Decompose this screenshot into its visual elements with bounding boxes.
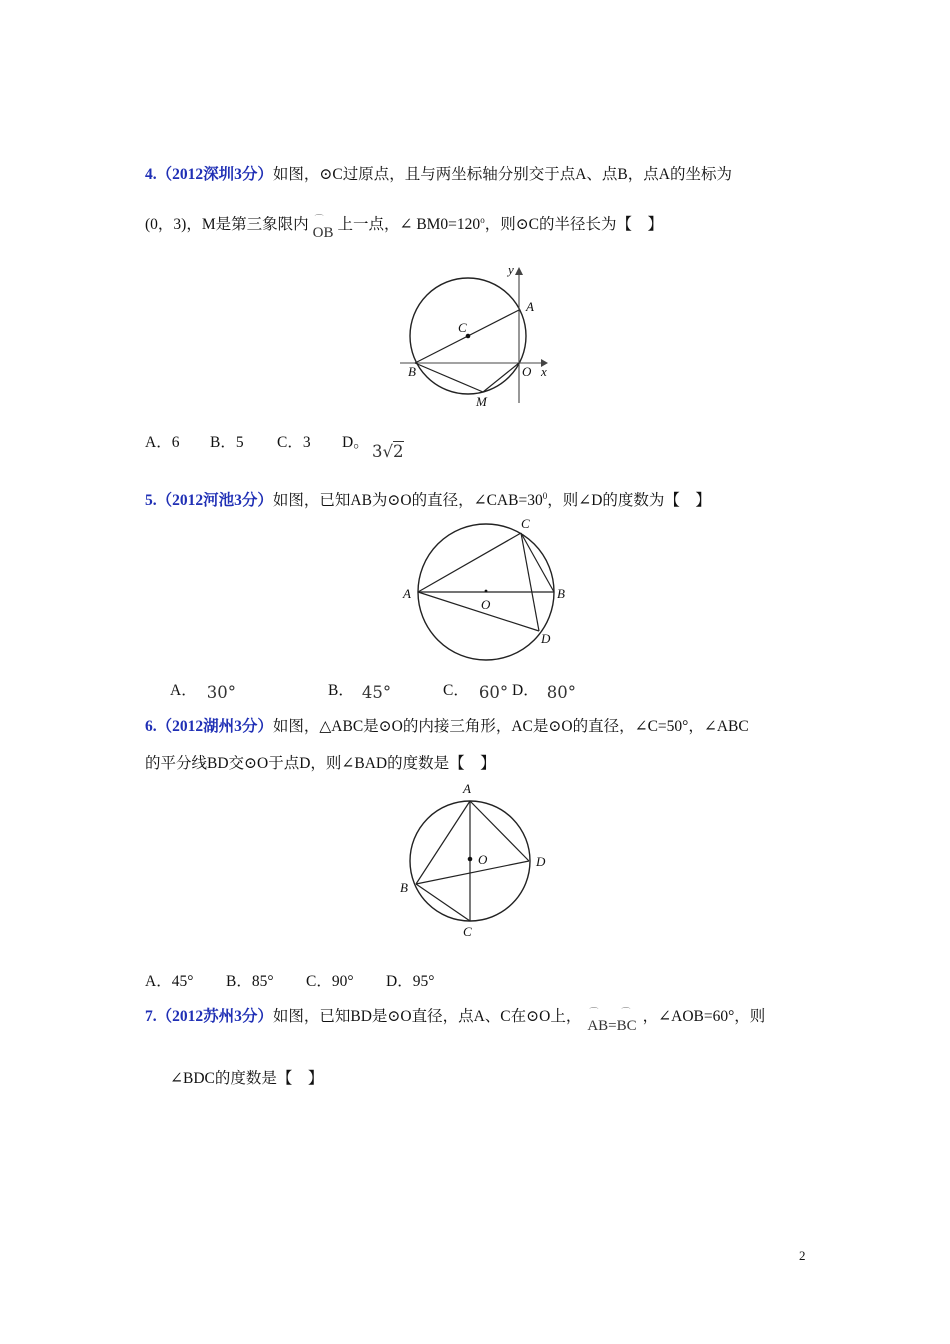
q4-text-line2a: (0，3)，M是第三象限内 bbox=[145, 216, 309, 233]
q4-figure bbox=[395, 258, 560, 413]
q5-option-d: D． 80° bbox=[512, 682, 576, 702]
q4-label-o: O bbox=[522, 364, 532, 379]
q5-source: 5.（2012河池3分） bbox=[145, 492, 273, 509]
q7-source: 7.（2012苏州3分） bbox=[145, 1008, 273, 1025]
arc-icon: ⌒ bbox=[314, 214, 324, 224]
q5-label-o: O bbox=[481, 597, 491, 612]
q6-center-dot bbox=[468, 857, 473, 862]
q4-label-b: B bbox=[408, 364, 416, 379]
q5-figure bbox=[400, 512, 565, 662]
q5-label-a: A bbox=[403, 586, 411, 601]
q5-option-a: A． 30° bbox=[170, 682, 236, 702]
q7-line2: ∠BDC的度数是【 】 bbox=[170, 1070, 324, 1087]
q6-label-c: C bbox=[463, 924, 472, 939]
q4-option-b: B．5 bbox=[210, 434, 244, 451]
q5-segment-cd bbox=[521, 533, 539, 631]
q4-segment-bm bbox=[415, 363, 483, 392]
q5-option-c: C． 60° bbox=[443, 682, 509, 702]
q4-option-a: A．6 bbox=[145, 434, 180, 451]
q4-label-x: x bbox=[541, 364, 547, 379]
q5-option-b: B． 45° bbox=[328, 682, 392, 702]
q6-segment-bc bbox=[416, 884, 470, 921]
q4-y-arrow-icon bbox=[515, 267, 523, 275]
q5-label-b: B bbox=[557, 586, 565, 601]
page-number: 2 bbox=[799, 1248, 806, 1263]
q4-text-line2c: ，则⊙C的半径长为【 】 bbox=[484, 216, 664, 233]
q5-text-b: ，则∠D的度数为【 】 bbox=[547, 492, 711, 509]
q6-option-b: B．85° bbox=[226, 973, 274, 990]
q6-line2: 的平分线BD交⊙O于点D，则∠BAD的度数是【 】 bbox=[145, 755, 496, 772]
q6-text-line1: 如图，△ABC是⊙O的内接三角形，AC是⊙O的直径，∠C=50°，∠ABC bbox=[272, 718, 749, 735]
q4-option-c: C．3 bbox=[277, 434, 311, 451]
q6-source: 6.（2012湖州3分） bbox=[145, 718, 273, 735]
q5-line bbox=[145, 488, 711, 510]
q6-label-d: D bbox=[536, 854, 546, 869]
q7-line1 bbox=[145, 1004, 766, 1034]
q7-text-b: ，∠AOB=60°，则 bbox=[642, 1008, 766, 1025]
sqrt-icon: √ bbox=[382, 442, 394, 461]
q6-label-b: B bbox=[400, 880, 408, 895]
q5-segment-ad bbox=[418, 592, 539, 631]
q4-degree: o bbox=[480, 214, 485, 225]
q6-segment-ab bbox=[416, 801, 470, 884]
q6-option-d: D．95° bbox=[386, 973, 435, 990]
q4-text-line2b: 上一点，∠ BM0=120 bbox=[337, 216, 481, 233]
q6-option-c: C．90° bbox=[306, 973, 354, 990]
q4-label-m: M bbox=[476, 394, 487, 409]
q5-center-dot bbox=[485, 590, 488, 593]
q7-text-a: 如图，已知BD是⊙O直径，点A、C在⊙O上， bbox=[272, 1008, 582, 1025]
q4-label-c: C bbox=[458, 320, 467, 335]
q4-text-line1: 如图，⊙C过原点，且与两坐标轴分别交于点A、点B，点A的坐标为 bbox=[272, 166, 732, 183]
q5-text-a: 如图，已知AB为⊙O的直径，∠CAB=30 bbox=[272, 492, 543, 509]
arc-icon: ⌒ bbox=[621, 1007, 631, 1017]
q5-label-c: C bbox=[521, 516, 530, 531]
q4-label-y: y bbox=[508, 262, 514, 277]
q6-label-a: A bbox=[463, 781, 471, 796]
q4-arc-ob: ⌒ OB bbox=[312, 214, 334, 241]
q4-source: 4.（2012深圳3分） bbox=[145, 166, 273, 183]
q4-line2 bbox=[145, 212, 664, 241]
q4-option-d: D。 bbox=[342, 434, 369, 451]
q6-line1 bbox=[145, 714, 749, 736]
q5-label-d: D bbox=[541, 631, 551, 646]
q4-option-d-value: 3√2 bbox=[372, 442, 404, 461]
arc-icon: ⌒ bbox=[589, 1007, 599, 1017]
q5-segment-ac bbox=[418, 533, 521, 592]
q4-label-a: A bbox=[526, 299, 534, 314]
q7-arc-equation: ⌒ ⌒ AB=BC bbox=[587, 1007, 637, 1034]
q4-segment-mo bbox=[483, 363, 519, 392]
q6-figure bbox=[395, 778, 560, 943]
q6-label-o: O bbox=[478, 852, 488, 867]
q6-option-a: A．45° bbox=[145, 973, 194, 990]
q4-line1 bbox=[145, 162, 732, 184]
q5-degree: 0 bbox=[542, 490, 548, 501]
q6-segment-bd bbox=[416, 861, 529, 884]
